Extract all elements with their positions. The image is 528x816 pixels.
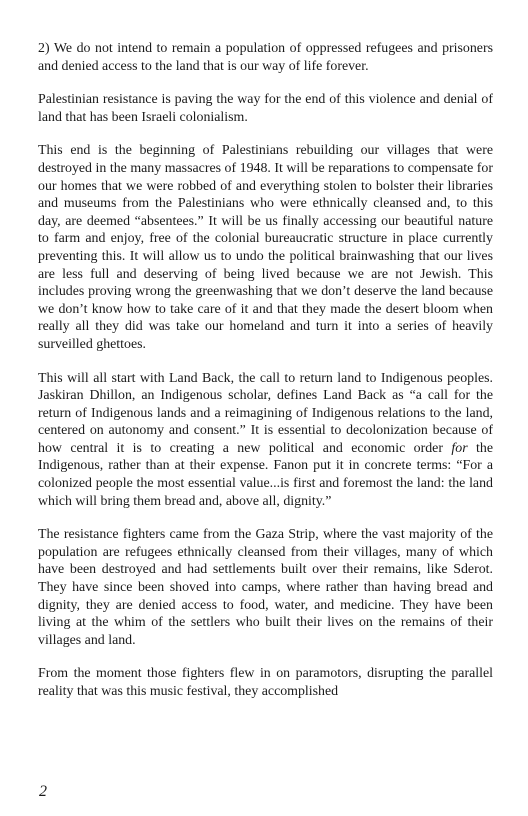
emphasis-for: for: [451, 440, 468, 456]
paragraph-land-back: [38, 370, 493, 511]
page-number: 2: [39, 783, 47, 800]
paragraph-land-back-text-end: the Indigenous, rather than at their expense. Fanon put it in concrete terms: “For a colonized people the most essential value...is first and foremost the land: the land which will bring them bread and, above all, dignity.”: [38, 440, 493, 509]
paragraph-paramotors: From the moment those fighters flew in on paramotors, disrupting the parallel reality that was this music festival, they accomplished: [38, 666, 493, 699]
paragraph-land-back-text: This will all start with Land Back, the call to return land to Indigenous peoples. Jaskiran Dhillon, an Indigenous scholar, defines Land Back as “a call for the return of Indigenous lands and a reimagining of Indigenous relations to the land, centered on autonomy and consent.” It is essential to decolonization because of how central it is to creating a new political and economic order: [38, 370, 493, 456]
body-text: [38, 40, 493, 701]
paragraph-rebuilding: This end is the beginning of Palestinians rebuilding our villages that were destroyed in the many massacres of 1948. It will be reparations to compensate for our homes that we were robbed of and everything stolen to bolster their libraries and museums from the Palestinians who were ethnically cleansed and, to this day, are deemed “absentees.” It will be us finally accessing our beautiful nature to farm and enjoy, free of the colonial bureaucratic structure in place currently preventing this. It will allow us to undo the political brainwashing that our lives are less full and deserving of being lived because we are not Jewish. This includes proving wrong the greenwashing that we don’t deserve the land because we don’t know how to take care of it and that they made the desert bloom when really all they did was take our homeland and turn it into a series of heavily surveilled ghettoes.: [38, 143, 493, 352]
paragraph-resistance: Palestinian resistance is paving the way for the end of this violence and denial of land that has been Israeli colonialism.: [38, 92, 493, 125]
paragraph-intentions: 2) We do not intend to remain a population of oppressed refugees and prisoners and denied access to the land that is our way of life forever.: [38, 41, 493, 74]
paragraph-gaza: The resistance fighters came from the Gaza Strip, where the vast majority of the population are refugees ethnically cleansed from their villages, many of which have been destroyed and had settlements built over their remains, like Sderot. They have since been shoved into camps, where rather than having bread and dignity, they are denied access to food, water, and medicine. They have been living at the whim of the settlers who built their lives on the remains of their villages and land.: [38, 527, 493, 648]
